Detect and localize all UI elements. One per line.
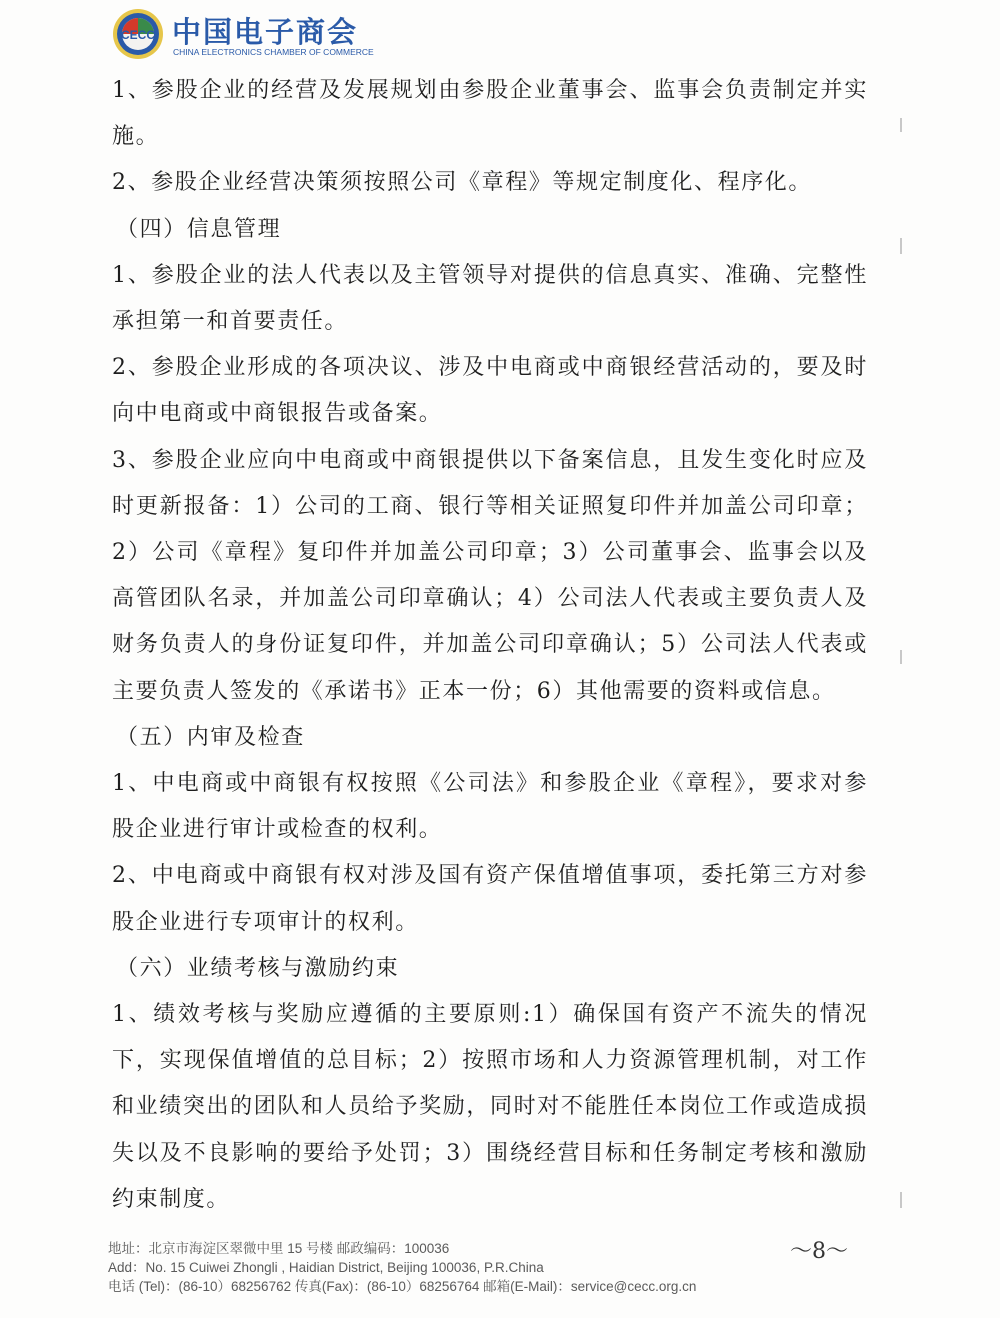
scan-mark: [900, 118, 902, 132]
paragraph: 1、绩效考核与奖励应遵循的主要原则:1）确保国有资产不流失的情况下，实现保值增值的总目标；2）按照市场和人力资源管理机制，对工作和业绩突出的团队和人员给予奖励，同时对不能胜任本岗位工作或造成损失以及不良影响的要给予处罚；3）围绕经营目标和任务制定考核和激励约束制度。: [112, 1002, 868, 1212]
logo-chinese-name: 中国电子商会: [172, 15, 359, 49]
footer-address-cn: 地址：北京市海淀区翠微中里 15 号楼 邮政编码：100036: [108, 1241, 450, 1256]
letterhead: [112, 6, 432, 64]
paragraph: 2、参股企业形成的各项决议、涉及中电商或中商银经营活动的，要及时向中电商或中商银报告或备案。: [112, 355, 868, 427]
section-heading: （六）业绩考核与激励约束: [116, 955, 400, 981]
paragraph: 1、中电商或中商银有权按照《公司法》和参股企业《章程》，要求对参股企业进行审计或检查的权利。: [112, 771, 868, 843]
section-heading: （四）信息管理: [116, 216, 282, 242]
paragraph: 3、参股企业应向中电商或中商银提供以下备案信息，且发生变化时应及时更新报备：1）公司的工商、银行等相关证照复印件并加盖公司印章；2）公司《章程》复印件并加盖公司印章；3）公司董事会、监事会以及高管团队名录，并加盖公司印章确认；4）公司法人代表或主要负责人及财务负责人的身份证复印件，并加盖公司印章确认；5）公司法人代表或主要负责人签发的《承诺书》正本一份；6）其他需要的资料或信息。: [112, 447, 868, 704]
svg-text:CECC: CECC: [120, 28, 156, 42]
scan-mark: [900, 650, 902, 664]
paragraph: 2、参股企业经营决策须按照公司《章程》等规定制度化、程序化。: [112, 170, 812, 196]
paragraph: 1、参股企业的经营及发展规划由参股企业董事会、监事会负责制定并实施。: [112, 78, 868, 150]
scan-mark: [900, 1192, 902, 1208]
document-body: [112, 68, 868, 1223]
logo-english-name: CHINA ELECTRONICS CHAMBER OF COMMERCE: [173, 47, 374, 57]
scan-mark: [900, 238, 902, 254]
paragraph: 2、中电商或中商银有权对涉及国有资产保值增值事项，委托第三方对参股企业进行专项审计的权利。: [112, 863, 868, 935]
paragraph: 1、参股企业的法人代表以及主管领导对提供的信息真实、准确、完整性承担第一和首要责任。: [112, 262, 868, 335]
footer-contact: 电话 (Tel)：(86-10）68256762 传真(Fax)：(86-10）68256764 邮箱(E-Mail)：service@cecc.org.cn: [108, 1279, 697, 1294]
page-number: ～8～: [790, 1239, 848, 1264]
footer: [108, 1239, 888, 1296]
footer-address-en: Add：No. 15 Cuiwei Zhongli , Haidian District, Beijing 100036, P.R.China: [108, 1260, 544, 1275]
section-heading: （五）内审及检查: [116, 724, 305, 750]
cecc-seal-logo: [112, 8, 164, 60]
